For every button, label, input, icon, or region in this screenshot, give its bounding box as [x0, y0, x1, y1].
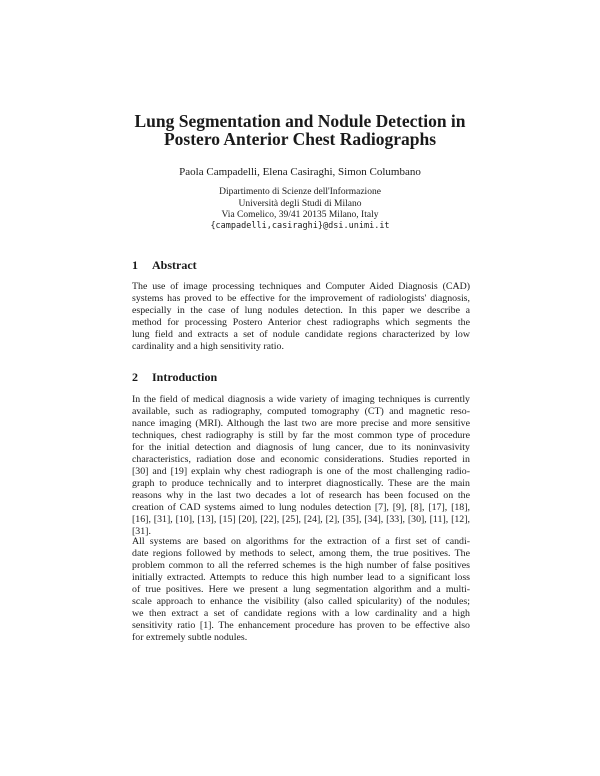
affiliation-department: Dipartimento di Scienze dell'Informazione	[219, 187, 381, 197]
paragraph-line: scale approach to enhance the visibility (also called spicularity) of the nodules;	[132, 596, 470, 607]
paragraph-line: sensitivity ratio [1]. The enhancement procedure has proven to be effective also	[132, 620, 470, 631]
paper-authors: Paola Campadelli, Elena Casiraghi, Simon Columbano	[179, 166, 421, 178]
abstract-paragraph	[132, 281, 470, 353]
paragraph-line: techniques, chest radiography is still by far the most common type of procedure	[132, 430, 470, 441]
paragraph-line: problem common to all the referred schemes is the high number of false positives	[132, 560, 470, 571]
section-number: 1	[132, 258, 138, 272]
paragraph-line: All systems are based on algorithms for the extraction of a first set of candi-	[132, 536, 470, 547]
paragraph-line: method for processing Postero Anterior chest radiographs which segments the	[132, 317, 470, 328]
paper-title-line-2: Postero Anterior Chest Radiographs	[163, 129, 437, 149]
paragraph-line: nance imaging (MRI). Although the last two are more precise and more sensitive	[132, 418, 470, 429]
paragraph-line: for the initial detection and diagnosis of lung cancer, due to its noninvasivity	[132, 442, 470, 453]
introduction-paragraph-1	[132, 394, 470, 538]
paragraph-line: date regions followed by methods to select, among them, the true positives. The	[132, 548, 470, 559]
affiliation-address: Via Comelico, 39/41 20135 Milano, Italy	[221, 210, 379, 220]
paragraph-line: In the field of medical diagnosis a wide variety of imaging techniques is currently	[132, 394, 470, 405]
paragraph-line: graph to produce technically and to interpret diagnostically. These are the main	[132, 478, 470, 489]
affiliation-university: Università degli Studi di Milano	[238, 199, 362, 209]
section-title: Abstract	[152, 258, 197, 272]
paragraph-line: reasons why in the last two decades a lot of research has been focused on the	[132, 490, 470, 501]
paragraph-line: available, such as radiography, computed tomography (CT) and magnetic reso-	[132, 406, 470, 417]
paragraph-line: [31].	[132, 526, 151, 537]
paragraph-line: especially in the case of lung nodules detection. In this paper we describe a	[132, 305, 470, 316]
introduction-paragraph-2	[132, 536, 470, 644]
paragraph-line: [30] and [19] explain why chest radiograph is one of the most challenging radio-	[132, 466, 470, 477]
affiliation-email: {campadelli,casiraghi}@dsi.unimi.it	[210, 221, 390, 231]
section-heading-abstract	[132, 258, 197, 272]
section-number: 2	[132, 370, 138, 384]
paragraph-line: creation of CAD systems aimed to lung nodules detection [7], [9], [8], [17], [18],	[132, 502, 470, 513]
paragraph-line: [16], [31], [10], [13], [15] [20], [22], [25], [24], [2], [35], [34], [33], [30], [11], [12],	[132, 514, 470, 525]
paragraph-line: The use of image processing techniques and Computer Aided Diagnosis (CAD)	[132, 281, 470, 292]
paragraph-line: initially extracted. Attempts to reduce this high number lead to a significant loss	[132, 572, 470, 583]
paragraph-line: cardinality and a high sensitivity ratio.	[132, 341, 284, 352]
paper-title-line-1: Lung Segmentation and Nodule Detection in	[134, 111, 466, 131]
section-heading-introduction	[132, 370, 217, 384]
paragraph-line: for extremely subtle nodules.	[132, 632, 248, 643]
paragraph-line: we then extract a set of candidate regions with a low cardinality and a high	[132, 608, 470, 619]
section-title: Introduction	[152, 370, 218, 384]
paragraph-line: lung field and extracts a set of nodule candidate regions characterized by low	[132, 329, 470, 340]
paragraph-line: characteristics, radiation dose and economic considerations. Studies reported in	[132, 454, 470, 465]
paragraph-line: systems has proved to be effective for the improvement of radiologists' diagnosis,	[132, 293, 470, 304]
paragraph-line: of true positives. Here we present a lung segmentation algorithm and a multi-	[132, 584, 470, 595]
